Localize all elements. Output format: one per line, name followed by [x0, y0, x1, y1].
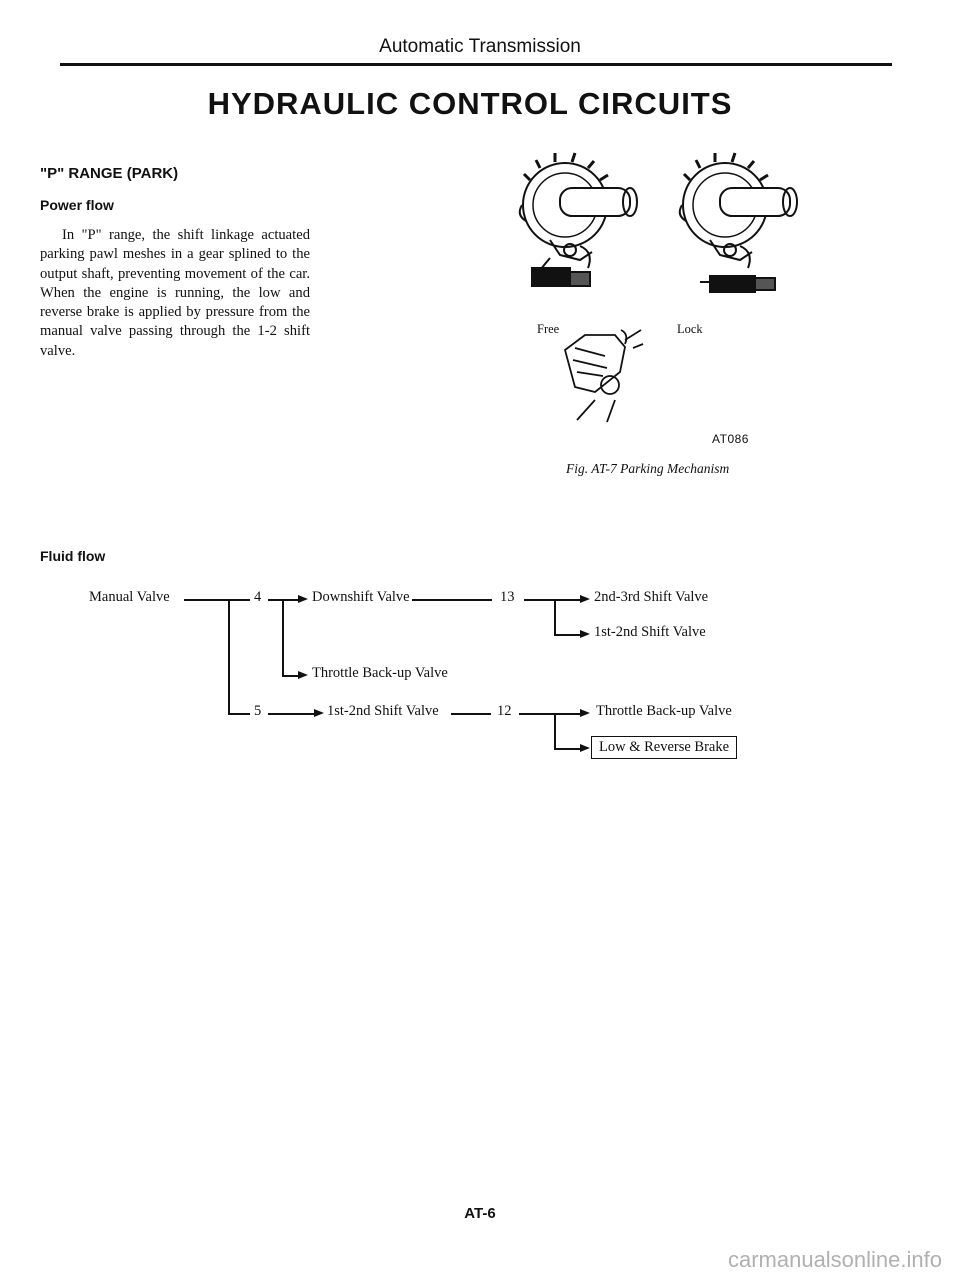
running-head: Automatic Transmission [379, 36, 581, 57]
arrow-icon [314, 709, 324, 717]
connector-line [228, 713, 250, 715]
arrow-icon [580, 709, 590, 717]
node-1st-2nd-shift-valve-mid: 1st-2nd Shift Valve [327, 703, 439, 719]
pawl-detail-drawing [565, 330, 643, 422]
power-flow-text: In "P" range, the shift linkage actuated parking pawl meshes in a gear splined to the output shaft, preventing movement of the car. When the engine is running, the low and reverse brake is applied by pressure from the manual valve passing through the 1-2 shift valve. [40, 227, 310, 359]
fluid-flow-heading: Fluid flow [40, 548, 106, 564]
parking-mechanism-figure [510, 150, 840, 450]
connector-line [228, 599, 230, 714]
node-throttle-backup-valve-1: Throttle Back-up Valve [312, 665, 448, 681]
page-title: HYDRAULIC CONTROL CIRCUITS [207, 86, 733, 121]
connector-line [184, 599, 250, 601]
line-number-13: 13 [500, 589, 515, 605]
power-flow-heading: Power flow [40, 197, 114, 213]
line-number-5: 5 [254, 703, 262, 719]
figure-caption: Fig. AT-7 Parking Mechanism [566, 461, 730, 476]
connector-line [554, 634, 580, 636]
arrow-icon [580, 744, 590, 752]
connector-line [268, 713, 314, 715]
node-downshift-valve: Downshift Valve [312, 589, 410, 605]
lock-mechanism-drawing [680, 153, 797, 292]
connector-line [554, 748, 580, 750]
watermark: carmanualsonline.info [727, 1247, 942, 1272]
connector-line [282, 599, 284, 676]
section-heading: "P" RANGE (PARK) [40, 165, 179, 182]
connector-line [554, 713, 556, 749]
connector-line [412, 599, 492, 601]
arrow-icon [298, 671, 308, 679]
connector-line [554, 599, 556, 635]
arrow-icon [298, 595, 308, 603]
connector-line [519, 713, 580, 715]
connector-line [282, 675, 298, 677]
header-rule [60, 63, 892, 66]
node-low-reverse-brake: Low & Reverse Brake [591, 736, 737, 759]
node-manual-valve: Manual Valve [89, 589, 170, 605]
arrow-icon [580, 630, 590, 638]
page-number: AT-6 [464, 1205, 496, 1222]
arrow-icon [580, 595, 590, 603]
node-1st-2nd-shift-valve-right: 1st-2nd Shift Valve [594, 624, 706, 640]
figure-code: AT086 [712, 432, 749, 446]
figure-label-free: Free [537, 322, 560, 336]
connector-line [451, 713, 491, 715]
node-2nd-3rd-shift-valve: 2nd-3rd Shift Valve [594, 589, 709, 605]
figure-label-lock: Lock [677, 322, 703, 336]
line-number-12: 12 [497, 703, 512, 719]
line-number-4: 4 [254, 589, 262, 605]
free-mechanism-drawing [520, 153, 637, 286]
node-throttle-backup-valve-2: Throttle Back-up Valve [596, 703, 732, 719]
connector-line [524, 599, 580, 601]
